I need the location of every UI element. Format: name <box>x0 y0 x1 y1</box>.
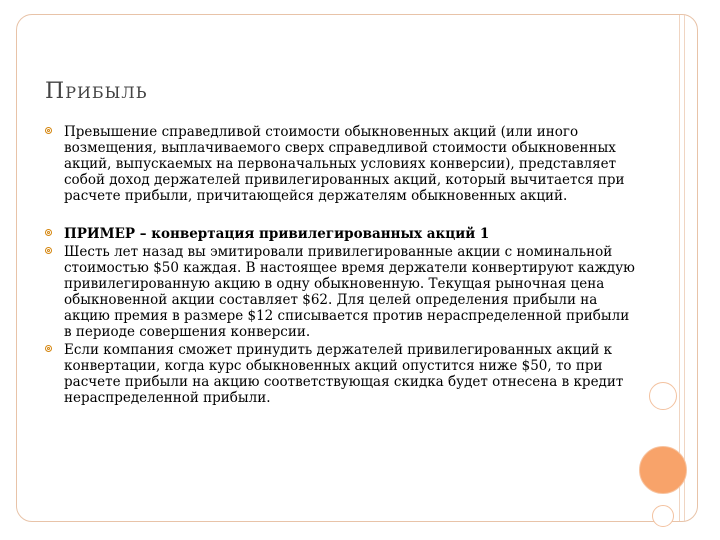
bullet-text: Если компания сможет принудить держателей привилегированных акций к конвертации, когда курс обыкновенных акций опустится ниже $50, то при расчете прибыли на акцию соответствующая скидка будет отнесена в кредит нераспределенной прибыли. <box>64 342 624 406</box>
decorative-circle-accent <box>639 446 687 494</box>
slide-title <box>45 81 148 103</box>
bullet-item-example-heading <box>45 226 635 242</box>
slide-content <box>45 124 635 406</box>
slide-title-rest: РИБЫЛЬ <box>65 83 148 102</box>
bullet-icon <box>45 127 52 134</box>
decorative-circle-bottom <box>652 505 674 527</box>
decorative-circle-top <box>649 382 677 410</box>
bullet-icon <box>45 345 52 352</box>
bullet-item-definition <box>45 124 635 204</box>
frame-side-stripe <box>679 15 685 521</box>
bullet-item-forced-conversion <box>45 342 635 406</box>
slide-title-first-letter: П <box>45 79 66 104</box>
bullet-icon <box>45 229 52 236</box>
bullet-icon <box>45 247 52 254</box>
bullet-text: ПРИМЕР – конвертация привилегированных акций 1 <box>64 226 490 242</box>
bullet-item-example-body <box>45 244 635 340</box>
bullet-text: Шесть лет назад вы эмитировали привилегированные акции с номинальной стоимостью $50 каждая. В настоящее время держатели конвертируют каждую привилегированную акцию в одну обыкновенную. Текущая рыночная цена обыкновенной акции составляет $62. Для целей определения прибыли на акцию премия в размере $12 списывается против нераспределенной прибыли в периоде совершения конверсии. <box>64 244 635 340</box>
bullet-text: Превышение справедливой стоимости обыкновенных акций (или иного возмещения, выплачиваемого сверх справедливой стоимости обыкновенных акций, выпускаемых на первоначальных условиях конверсии), представляет собой доход держателей привилегированных акций, который вычитается при расчете прибыли, причитающейся держателям обыкновенных акций. <box>64 124 625 204</box>
